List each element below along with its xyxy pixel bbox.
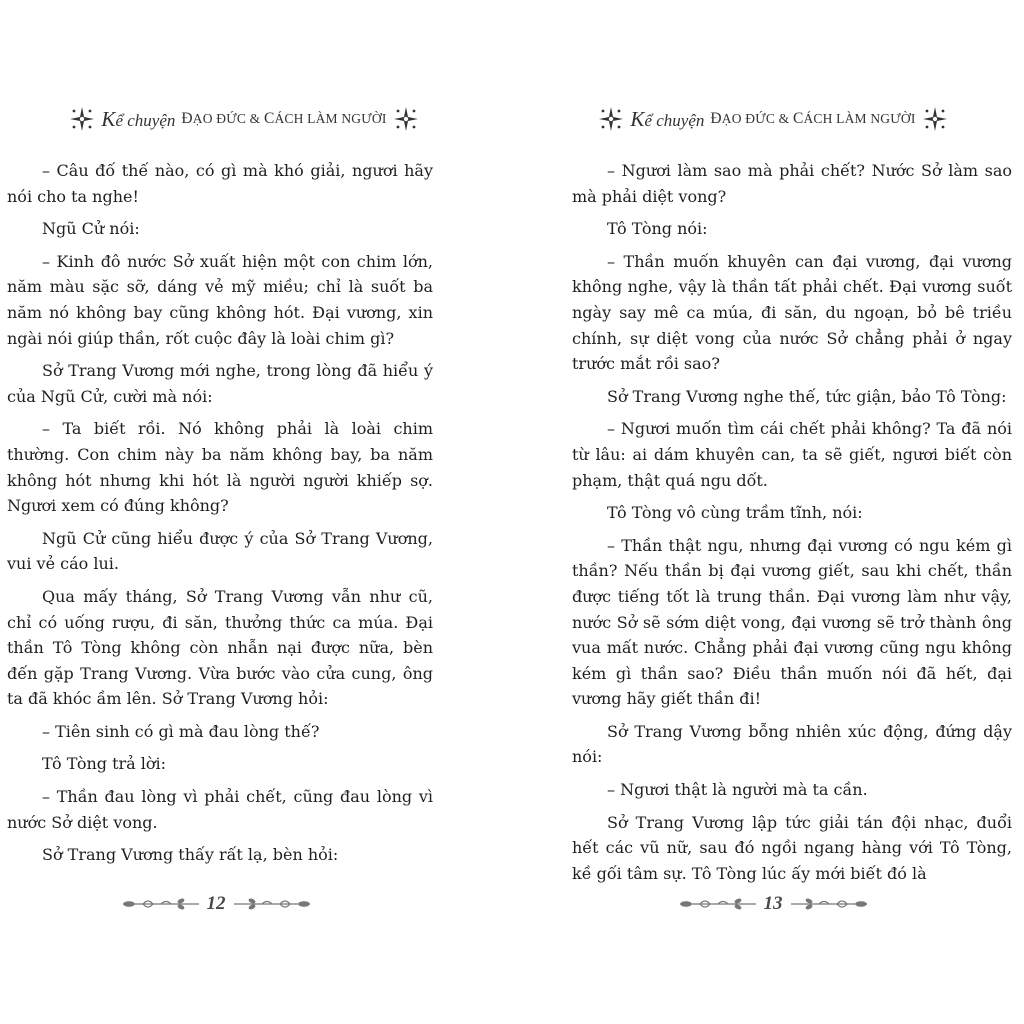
page-number: 12 xyxy=(206,893,226,914)
paragraph: Tô Tòng nói: xyxy=(607,219,708,239)
book-title: ĐẠO ĐỨC & CÁCH LÀM NGƯỜI xyxy=(710,110,916,127)
body-text xyxy=(7,158,433,875)
vine-flourish-icon xyxy=(232,896,312,912)
fleuron-icon xyxy=(69,106,95,132)
paragraph: Sở Trang Vương thấy rất lạ, bèn hỏi: xyxy=(42,845,339,865)
paragraph: Sở Trang Vương mới nghe, trong lòng đã hiểu ý của Ngũ Cử, cười mà nói: xyxy=(7,361,433,406)
paragraph: – Ngươi làm sao mà phải chết? Nước Sở làm sao mà phải diệt vong? xyxy=(572,161,1012,206)
paragraph: – Thần đau lòng vì phải chết, cũng đau lòng vì nước Sở diệt vong. xyxy=(7,787,433,832)
paragraph: – Thần thật ngu, nhưng đại vương có ngu kém gì thần? Nếu thần bị đại vương giết, sau khi chết, thần được tiếng tốt là trung thần. Đại vương làm như vậy, nước Sở sẽ sớm diệt vong, đại vương sẽ trở thành ông vua mất nước. Chẳng phải đại vương cũng ngu không kém gì thần sao? Điều thần muốn nói đã hết, đại vương hãy giết thần đi! xyxy=(572,535,1012,709)
paragraph: Sở Trang Vương bỗng nhiên xúc động, đứng dậy nói: xyxy=(572,721,1012,767)
vine-flourish-icon xyxy=(121,896,201,912)
paragraph: Sở Trang Vương lập tức giải tán đội nhạc, đuổi hết các vũ nữ, sau đó ngồi ngang hàng với Tô Tòng, kề gối tâm sự. Tô Tòng lúc ấy mới biết đó là xyxy=(572,812,1012,883)
series-label: Kể chuyện xyxy=(630,106,705,131)
paragraph: Sở Trang Vương nghe thế, tức giận, bảo Tô Tòng: xyxy=(607,386,1007,406)
book-title: ĐẠO ĐỨC & CÁCH LÀM NGƯỜI xyxy=(181,110,387,127)
paragraph: – Thần muốn khuyên can đại vương, đại vương không nghe, vậy là thần tất phải chết. Đại vương suốt ngày say mê ca múa, đi săn, du ngoạn, bỏ bê triều chính, sự diệt vong của nước Sở chẳng phải ở ngay trước mắt rồi sao? xyxy=(572,251,1012,374)
paragraph: Tô Tòng vô cùng trầm tĩnh, nói: xyxy=(607,503,863,523)
paragraph: – Câu đố thế nào, có gì mà khó giải, ngươi hãy nói cho ta nghe! xyxy=(7,161,433,206)
body-text xyxy=(572,158,1012,893)
vine-flourish-icon xyxy=(678,896,758,912)
page-number: 13 xyxy=(763,893,783,914)
paragraph: – Tiên sinh có gì mà đau lòng thế? xyxy=(42,721,320,741)
fleuron-icon xyxy=(922,106,948,132)
page-folio xyxy=(512,893,1024,915)
paragraph: – Ngươi muốn tìm cái chết phải không? Ta đã nói từ lâu: ai dám khuyên can, ta sẽ giết, ngươi biết còn phạm, thật quá ngu dốt. xyxy=(572,419,1012,490)
paragraph: – Kinh đô nước Sở xuất hiện một con chim lớn, năm màu sặc sỡ, dáng vẻ mỹ miều; chỉ là suốt ba năm nó không bay cũng không hót. Đại vương, xin ngài nói giúp thần, rốt cuộc đây là loài chim gì? xyxy=(7,251,433,348)
paragraph: Tô Tòng trả lời: xyxy=(42,754,167,774)
fleuron-icon xyxy=(393,106,419,132)
paragraph: Qua mấy tháng, Sở Trang Vương vẫn như cũ, chỉ có uống rượu, đi săn, thưởng thức ca múa. Đại thần Tô Tòng không còn nhẫn nại được nữa, bèn đến gặp Trang Vương. Vừa bước vào cửa cung, ông ta đã khóc ầm lên. Sở Trang Vương hỏi: xyxy=(7,586,433,709)
running-header xyxy=(0,106,512,132)
fleuron-icon xyxy=(598,106,624,132)
series-label: Kể chuyện xyxy=(101,106,176,131)
right-page xyxy=(512,0,1024,1024)
running-header xyxy=(512,106,1024,132)
paragraph: – Ta biết rồi. Nó không phải là loài chim thường. Con chim này ba năm không bay, ba năm không hót nhưng khi hót là người người khiếp sợ. Ngươi xem có đúng không? xyxy=(7,419,433,516)
page-folio xyxy=(0,893,512,915)
paragraph: Ngũ Cử nói: xyxy=(42,219,140,239)
paragraph: Ngũ Cử cũng hiểu được ý của Sở Trang Vương, vui vẻ cáo lui. xyxy=(7,528,433,574)
vine-flourish-icon xyxy=(789,896,869,912)
paragraph: – Ngươi thật là người mà ta cần. xyxy=(607,780,868,800)
